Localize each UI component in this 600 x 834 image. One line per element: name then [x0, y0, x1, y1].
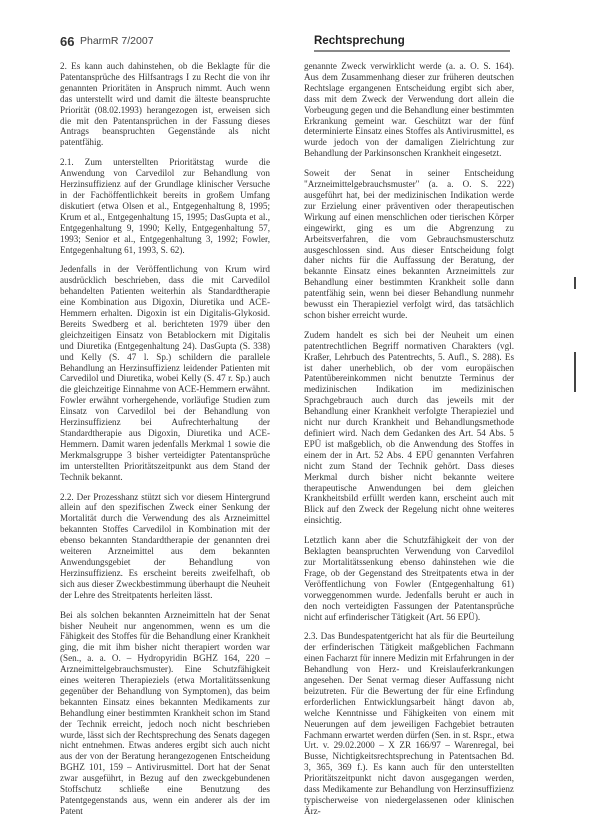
margin-bar: [574, 277, 576, 289]
section-title: Rechtsprechung: [314, 35, 405, 47]
left-column: [60, 61, 270, 829]
right-column: [304, 61, 514, 829]
paragraph: Jedenfalls in der Veröffentlichung von Krum wird ausdrücklich beschrieben, dass die mit Carvedilol behandelten Patienten weiterhin als Standardtherapie eine Kombination aus Digoxin, Diuretika und ACE-Hemmern erhalten. Digoxin ist ein Digitalis-Glykosid. Bereits Swedberg et al. berichteten 1979 über den gleichzeitigen Einsatz von Betablockern mit Digitalis und Diuretika (Entgegenhaltung 24). DasGupta (S. 338) und Kelly (S. 47 l. Sp.) schildern die parallele Behandlung an Herzinsuffizienz leidender Patienten mit Carvedilol und Diuretika, wobei Kelly (S. 47 r. Sp.) auch die gleichzeitige Einnahme von ACE-Hemmern erwähnt. Fowler erwähnt vorhergehende, vorläufige Studien zum Einsatz von Carvedilol bei der Behandlung von Herzinsuffizienz bei Aufrechterhaltung der Standardtherapie aus Digoxin, Diuretika und ACE-Hemmern. Damit waren jedenfalls Merkmal 1 sowie die Merkmalsgruppe 3 bisher verteidigter Patentansprüche im unterstellten Prioritätszeitpunkt aus dem Stand der Technik bekannt.: [60, 264, 270, 482]
journal-citation: PharmR 7/2007: [80, 35, 154, 47]
paragraph: genannte Zweck verwirklicht werde (a. a. O. S. 164). Aus dem Zusammenhang dieser zur früheren deutschen Rechtslage ergangenen Entscheidung ergibt sich aber, dass mit dem Zweck der Verwendung dort allein die Vorbeugung gegen und die Behandlung einer bestimmten Erkrankung gemeint war. Geschützt war der fünf determinierte Einsatz eines Stoffes als Antivirusmittel, es wurde jedoch von der damaligen Zielrichtung zur Behandlung der Parkinsonschen Krankheit eingesetzt.: [304, 61, 514, 159]
paragraph: Zudem handelt es sich bei der Neuheit um einen patentrechtlichen Begriff normativen Charakters (vgl. Kraßer, Lehrbuch des Patentrechts, 5. Aufl., S. 288). Es ist daher unerheblich, ob der vom europäischen Patentübereinkommen nicht benutzte Terminus der medizinischen Indikation im medizinischen Sprachgebrauch auch durch das jeweils mit der Behandlung einer Krankheit verfolgte Therapieziel und nicht nur durch Krankheit und Behandlungsmethode definiert wird. Nach dem Gedanken des Art. 54 Abs. 5 EPÜ ist maßgeblich, ob die Anwendung des Stoffes in einem der in Art. 52 Abs. 4 EPÜ genannten Verfahren nicht zum Stand der Technik gehört. Dass dieses Merkmal durch bisher nicht bekannte weitere therapeutische Anwendungen bei dem gleichen Krankheitsbild erfüllt werden kann, erscheint auch mit Blick auf den Zweck der Regelung nicht ohne weiteres einsichtig.: [304, 329, 514, 526]
paragraph: 2.3. Das Bundespatentgericht hat als für die Beurteilung der erfinderischen Tätigkeit maßgeblichen Fachmann einen Facharzt für innere Medizin mit Erfahrungen in der Behandlung von Herz- und Kreislauferkrankungen angesehen. Der Senat vermag dieser Auffassung nicht beizutreten. Für die Bewertung der für eine Erfindung erforderlichen Entwicklungsarbeit hängt davon ab, welche Kenntnisse und Fähigkeiten von einem mit Neuerungen auf dem jeweiligen Fachgebiet betrauten Fachmann erwartet werden dürfen (Sen. in st. Rspr., etwa Urt. v. 29.02.2000 – X ZR 166/97 – Warenregal, bei Busse, Nichtigkeitsrechtsprechung in Patentsachen Bd. 3, 365, 369 f.). Es kann auch für den unterstellten Prioritätszeitpunkt nicht davon ausgegangen werden, dass Medikamente zur Behandlung von Herzinsuffizienz typischerweise von niedergelassenen oder klinischen Ärz-: [304, 631, 514, 816]
margin-bar: [574, 352, 576, 392]
paragraph: 2.1. Zum unterstellten Prioritätstag wurde die Anwendung von Carvedilol zur Behandlung von Herzinsuffizienz auf der Grundlage klinischer Versuche in der Fachöffentlichkeit bereits in großem Umfang diskutiert (etwa Olsen et al., Entgegenhaltung 8, 1995; Krum et al., Entgegenhaltung 15, 1995; DasGupta et al., Entgegenhaltung 9, 1990; Kelly, Entgegenhaltung 57, 1993; Senior et al., Entgegenhaltung 3, 1992; Fowler, Entgegenhaltung 61, 1993, S. 62).: [60, 157, 270, 255]
paragraph: 2.2. Der Prozesshanz stützt sich vor diesem Hintergrund allein auf den spezifischen Zweck einer Senkung der Mortalität durch die Verwendung des als Arzneimittel bekannten Stoffes Carvedilol in Kombination mit der ebenso bekannten Standardtherapie der genannten drei weiteren Arzneimittel aus dem bekannten Anwendungsgebiet der Behandlung von Herzinsuffizienz. Es erscheint bereits zweifelhaft, ob sich aus dieser Zweckbestimmung überhaupt die Neuheit der Lehre des Streitpatents herleiten lässt.: [60, 491, 270, 600]
page-number: 66: [60, 34, 75, 49]
page-header: [60, 34, 540, 56]
paragraph: Soweit der Senat in seiner Entscheidung "Arzneimittelgebrauchsmuster" (a. a. O. S. 222) ausgeführt hat, bei der medizinischen Indikation werde zur Erzielung einer präventiven oder therapeutischen Wirkung auf einen menschlichen oder tierischen Körper eingewirkt, ging es um die Abgrenzung zu Arbeitsverfahren, die vom Gebrauchsmusterschutz ausgeschlossen sind. Aus dieser Entscheidung folgt daher nichts für die Auffassung der Beratung, der bekannte Einsatz eines bekannten Arzneimittels zur Behandlung einer bestimmten Krankheit solle dann patentfähig sein, wenn bei dieser Behandlung nunmehr bewusst ein Therapieziel verfolgt wird, das tatsächlich schon bisher erreicht wurde.: [304, 168, 514, 320]
section-rule: [314, 50, 510, 52]
paragraph: Letztlich kann aber die Schutzfähigkeit der von der Beklagten beanspruchten Verwendung von Carvedilol zur Mortalitätssenkung ebenso dahinstehen wie die Frage, ob der Gegenstand des Streitpatents etwa in der Veröffentlichung von Fowler (Entgegenhaltung 61) vorweggenommen wurde. Jedenfalls beruht er auch in den noch verteidigten Fassungen der Patentansprüche nicht auf erfinderischer Tätigkeit (Art. 56 EPÜ).: [304, 535, 514, 622]
paragraph: Bei als solchen bekannten Arzneimitteln hat der Senat bisher Neuheit nur angenommen, wenn es um die Fähigkeit des Stoffes für die Behandlung einer Krankheit ging, die mit ihm bisher nicht therapiert worden war (Sen., a. a. O. – Hydropyridin BGHZ 164, 220 – Arzneimittelgebrauchsmuster). Eine Schutzfähigkeit eines weiteren Therapieziels (etwa Mortalitätssenkung gegenüber der Behandlung von Symptomen), das beim bekannten Einsatz eines bekannten Medikaments zur Behandlung einer bestimmten Krankheit schon im Stand der Technik erreicht, jedoch noch nicht beschrieben wurde, lässt sich der Rechtsprechung des Senats dagegen nicht entnehmen. Etwas anderes ergibt sich auch nicht aus der von der Beratung herangezogenen Entscheidung BGHZ 101, 159 – Antivirusmittel. Dort hat der Senat zwar ausgeführt, in Bezug auf den zweckgebundenen Stoffschutz schließe eine Benutzung des Patentgegenstands aus, wenn ein anderer als der im Patent: [60, 609, 270, 816]
paragraph: 2. Es kann auch dahinstehen, ob die Beklagte für die Patentansprüche des Hilfsantrags I zu Recht die von ihr genannten Prioritäten in Anspruch nimmt. Auch wenn das unterstellt wird und damit die älteste beanspruchte Priorität (08.02.1993) herangezogen ist, erweisen sich die mit den Patentansprüchen in der Fassung dieses Antrags beanspruchten Gegenstände als nicht patentfähig.: [60, 61, 270, 148]
